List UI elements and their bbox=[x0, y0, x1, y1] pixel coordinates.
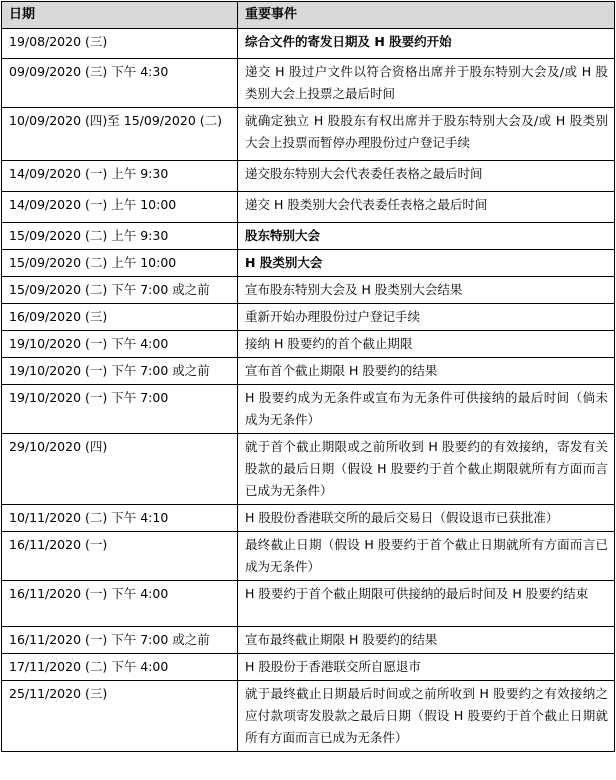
row-date-cell: 16/11/2020 (一) 下午 4:00 bbox=[2, 581, 238, 627]
row-date-cell: 09/09/2020 (三) 下午 4:30 bbox=[2, 59, 238, 108]
table-row bbox=[2, 505, 615, 532]
column-header-event: 重要事件 bbox=[238, 2, 615, 29]
row-event-cell: 宣布股东特别大会及 H 股类别大会结果 bbox=[238, 277, 615, 304]
table-row bbox=[2, 29, 615, 59]
header-row bbox=[2, 2, 615, 29]
table-row bbox=[2, 192, 615, 223]
table-row bbox=[2, 358, 615, 385]
row-event-cell: 最终截止日期（假设 H 股要约于首个截止日期就所有方面而言已成为无条件） bbox=[238, 532, 615, 581]
row-event-cell: H 股股份香港联交所的最后交易日（假设退市已获批准） bbox=[238, 505, 615, 532]
row-event-cell: 就于最终截止日期最后时间或之前所收到 H 股要约之有效接纳之应付款项寄发股款之最后日期（假设 H 股要约于首个截止日期就所有方面而言已成为无条件） bbox=[238, 681, 615, 752]
table-row bbox=[2, 627, 615, 654]
row-event-cell: 接纳 H 股要约的首个截止期限 bbox=[238, 331, 615, 358]
table-row bbox=[2, 681, 615, 752]
row-date-cell: 16/11/2020 (一) 下午 7:00 或之前 bbox=[2, 627, 238, 654]
row-event-cell: 就于首个截止期限或之前所收到 H 股要约的有效接纳，寄发有关股款的最后日期（假设 H 股要约于首个截止期限就所有方面而言已成为无条件） bbox=[238, 434, 615, 505]
row-event-cell: 重新开始办理股份过户登记手续 bbox=[238, 304, 615, 331]
row-event-cell: 递交 H 股过户文件以符合资格出席并于股东特别大会及/或 H 股类别大会上投票之最后时间 bbox=[238, 59, 615, 108]
row-date-cell: 17/11/2020 (二) 下午 4:00 bbox=[2, 654, 238, 681]
table-row bbox=[2, 304, 615, 331]
column-header-date: 日期 bbox=[2, 2, 238, 29]
table-row bbox=[2, 161, 615, 192]
row-event-cell: 宣布最终截止期限 H 股要约的结果 bbox=[238, 627, 615, 654]
table-row bbox=[2, 59, 615, 108]
table-row bbox=[2, 434, 615, 505]
row-date-cell: 19/10/2020 (一) 下午 4:00 bbox=[2, 331, 238, 358]
row-event-cell: H 股要约成为无条件或宣布为无条件可供接纳的最后时间（倘未成为无条件） bbox=[238, 385, 615, 434]
table-row bbox=[2, 223, 615, 250]
row-date-cell: 25/11/2020 (三) bbox=[2, 681, 238, 752]
row-event-cell: 就确定独立 H 股股东有权出席并于股东特别大会及/或 H 股类别大会上投票而暂停办理股份过户登记手续 bbox=[238, 108, 615, 161]
row-date-cell: 14/09/2020 (一) 上午 9:30 bbox=[2, 161, 238, 192]
table-row bbox=[2, 277, 615, 304]
row-date-cell: 19/10/2020 (一) 下午 7:00 或之前 bbox=[2, 358, 238, 385]
table-row bbox=[2, 108, 615, 161]
table-row bbox=[2, 581, 615, 627]
table-row bbox=[2, 385, 615, 434]
row-date-cell: 14/09/2020 (一) 上午 10:00 bbox=[2, 192, 238, 223]
table-header bbox=[2, 2, 615, 29]
row-date-cell: 19/10/2020 (一) 下午 7:00 bbox=[2, 385, 238, 434]
row-date-cell: 15/09/2020 (二) 下午 7:00 或之前 bbox=[2, 277, 238, 304]
table-row bbox=[2, 331, 615, 358]
row-date-cell: 15/09/2020 (二) 上午 9:30 bbox=[2, 223, 238, 250]
row-date-cell: 16/11/2020 (一) bbox=[2, 532, 238, 581]
row-event-cell: 递交 H 股类别大会代表委任表格之最后时间 bbox=[238, 192, 615, 223]
row-date-cell: 19/08/2020 (三) bbox=[2, 29, 238, 59]
row-event-cell: 股东特别大会 bbox=[238, 223, 615, 250]
row-event-cell: H 股要约于首个截止期限可供接纳的最后时间及 H 股要约结束 bbox=[238, 581, 615, 627]
row-date-cell: 29/10/2020 (四) bbox=[2, 434, 238, 505]
row-event-cell: 综合文件的寄发日期及 H 股要约开始 bbox=[238, 29, 615, 59]
row-event-cell: H 股股份于香港联交所自愿退市 bbox=[238, 654, 615, 681]
row-event-cell: H 股类别大会 bbox=[238, 250, 615, 277]
table-row bbox=[2, 654, 615, 681]
row-date-cell: 16/09/2020 (三) bbox=[2, 304, 238, 331]
table-body bbox=[2, 29, 615, 752]
row-date-cell: 15/09/2020 (二) 上午 10:00 bbox=[2, 250, 238, 277]
table-row bbox=[2, 250, 615, 277]
timetable bbox=[1, 1, 615, 752]
row-date-cell: 10/11/2020 (二) 下午 4:10 bbox=[2, 505, 238, 532]
row-event-cell: 递交股东特别大会代表委任表格之最后时间 bbox=[238, 161, 615, 192]
row-event-cell: 宣布首个截止期限 H 股要约的结果 bbox=[238, 358, 615, 385]
table-row bbox=[2, 532, 615, 581]
row-date-cell: 10/09/2020 (四)至 15/09/2020 (二) bbox=[2, 108, 238, 161]
